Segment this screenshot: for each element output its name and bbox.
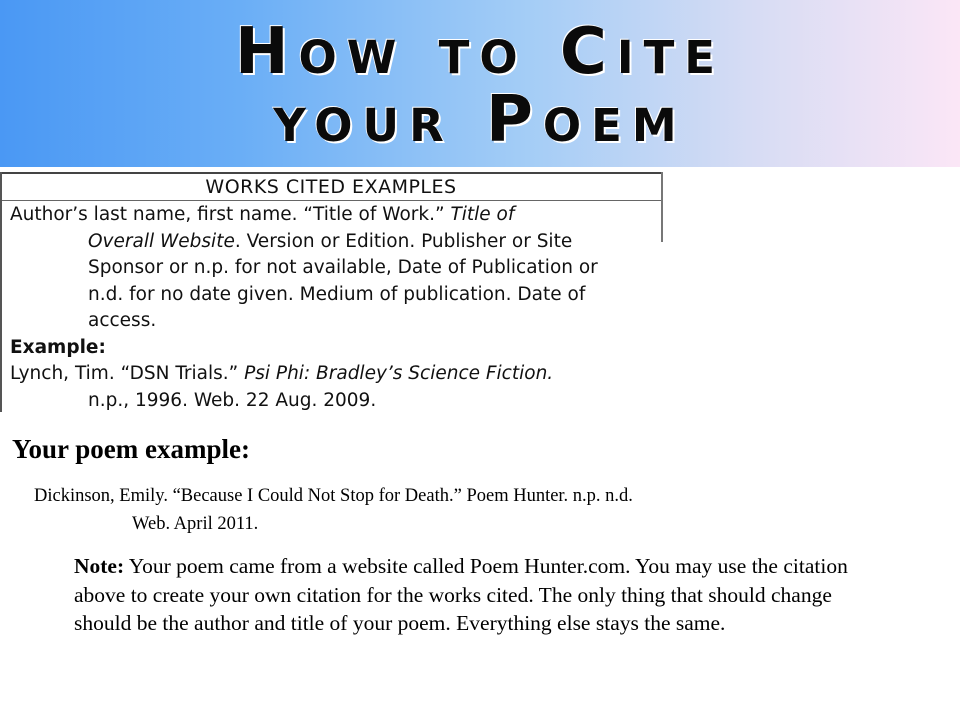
note-paragraph [74,552,864,638]
slide-title-line2: your Poem [273,83,687,157]
example-line-2: n.p., 1996. Web. 22 Aug. 2009. [88,389,377,411]
table-left-border [0,172,2,412]
format-line-2-italic: Overall Website [88,230,235,252]
note-label: Note: [74,554,125,578]
format-line-2-text: . Version or Edition. Publisher or Site [234,230,573,252]
example-line-1-italic: Psi Phi: Bradley’s Science Fiction. [244,363,554,384]
works-cited-header: WORKS CITED EXAMPLES [205,176,457,198]
format-line-2 [10,229,658,256]
example-line-1 [10,361,658,388]
poem-citation-line-2: Web. April 2011. [132,514,259,534]
note-text: Your poem came from a website called Poem Hunter.com. You may use the citation above to create your own citation for the works cited. The only thing that should change should be the author and title of your poem. Everything else stays the same. [74,554,848,635]
format-line-4: n.d. for no date given. Medium of publication. Date of [88,283,586,305]
format-line-5: access. [88,310,157,331]
format-line-3: Sponsor or n.p. for not available, Date of Publication or [88,257,598,278]
example-label: Example: [10,336,106,358]
slide-title [0,15,960,157]
format-line-1-text: Author’s last name, first name. “Title of Work.” [10,204,451,225]
works-cited-body [10,202,658,414]
format-line-1 [10,202,658,229]
example-line-1-text: Lynch, Tim. “DSN Trials.” [10,363,245,384]
poem-citation-line-1: Dickinson, Emily. “Because I Could Not Stop for Death.” Poem Hunter. n.p. n.d. [34,486,633,506]
poem-example-heading: Your poem example: [12,434,250,464]
poem-citation [34,482,633,538]
format-line-1-italic: Title of [450,204,515,225]
title-banner [0,0,960,167]
slide-title-line1: How to Cite [234,15,726,89]
works-cited-example-image [0,172,664,412]
